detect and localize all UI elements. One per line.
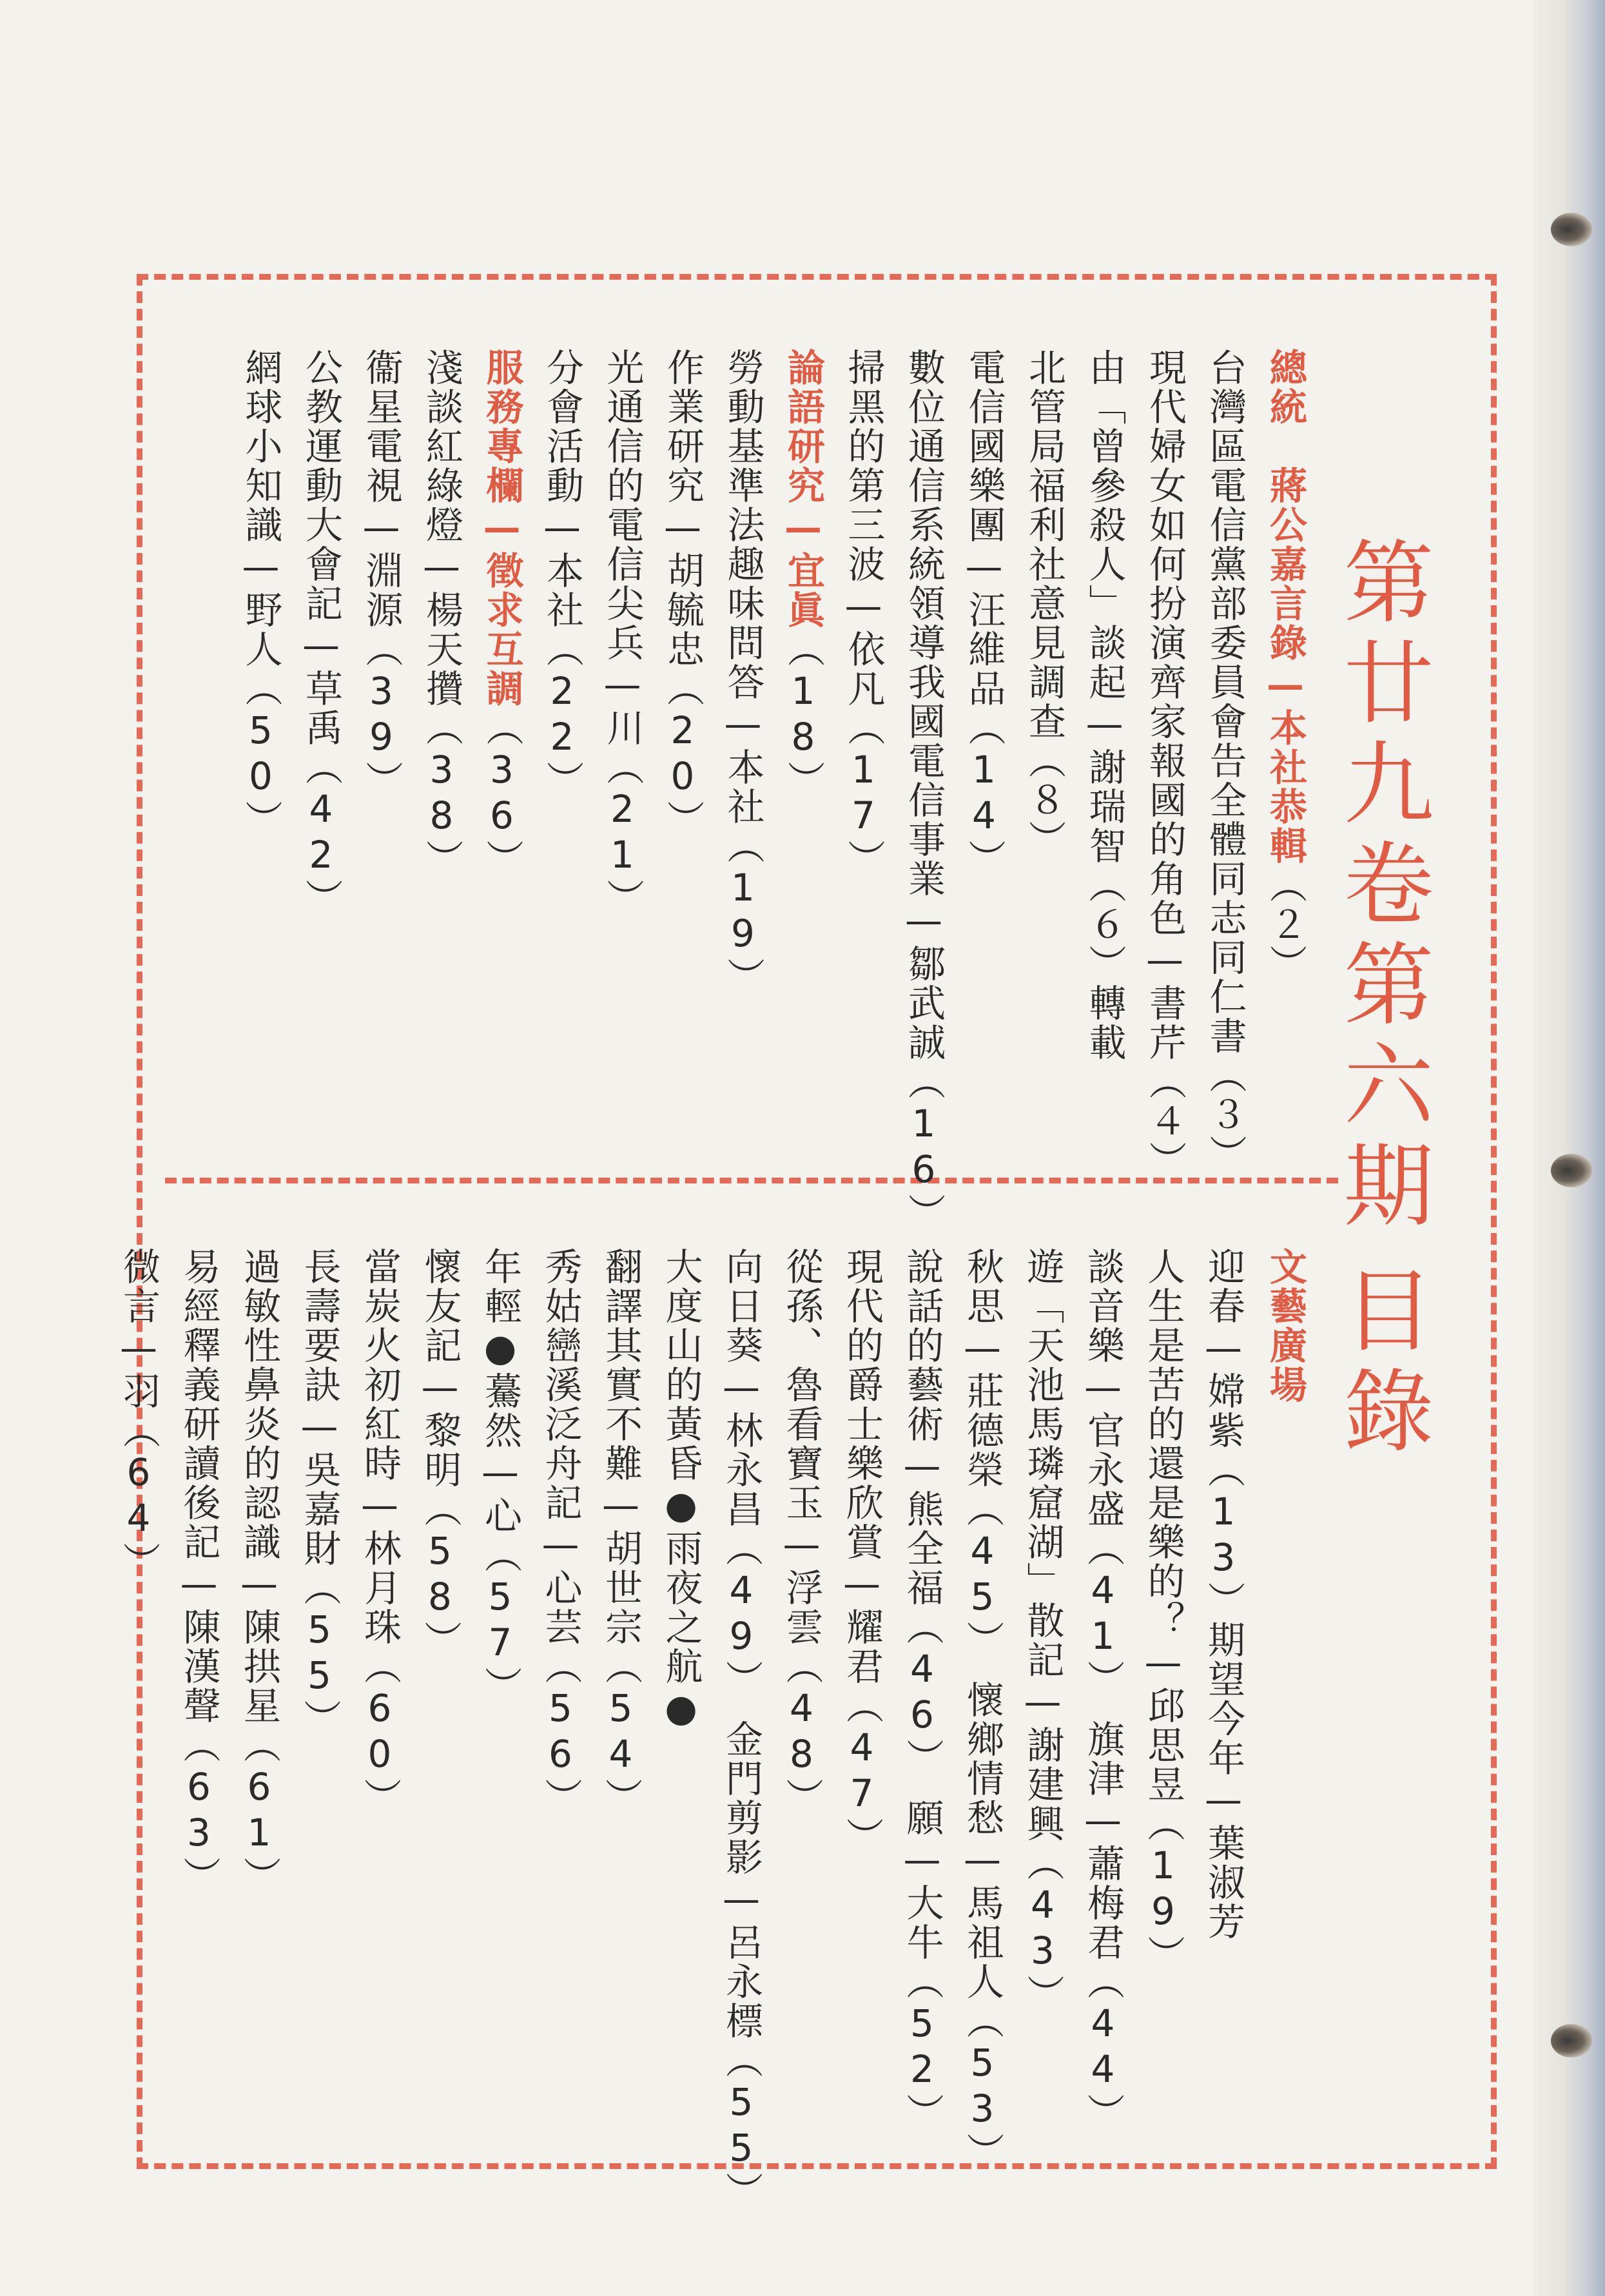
toc-entry: 易經釋義研讀後記—陳漢聲（63） — [177, 1247, 221, 1896]
toc-entry-text: 公教運動大會記—草禹（42） — [299, 348, 343, 918]
toc-entry-heading: 服務專欄—徵求互調 — [480, 348, 524, 708]
toc-entry: 年輕●驀然—心（57） — [478, 1247, 522, 1706]
toc-entry-text: （36） — [480, 708, 524, 879]
toc-entry-text: 網球小知識—野人（50） — [238, 348, 283, 839]
toc-entry-heading: 論語研究—宜眞 — [781, 348, 825, 630]
toc-entry-text: 由「曾參殺人」談起—謝瑞智（６）轉載 — [1082, 348, 1127, 1062]
section-heading-literary: 文藝廣場 — [1263, 1247, 1307, 1405]
toc-entry — [902, 348, 946, 1232]
toc-entry — [1263, 348, 1307, 984]
toc-entry: 大度山的黃昏●雨夜之航● — [659, 1247, 703, 1732]
toc-entry-text: 分會活動—本社（22） — [540, 348, 584, 800]
toc-entry — [239, 348, 283, 839]
toc-entry — [781, 348, 825, 800]
toc-entry: 遊「天池馬璘窟湖」散記—謝建興（43） — [1020, 1247, 1065, 2014]
toc-entry-text: 現代婦女如何扮演齊家報國的角色—書芹（４） — [1143, 348, 1187, 1180]
toc-entry-text: 北管局福利社意見調查（８） — [1022, 348, 1066, 859]
toc-entry — [721, 348, 765, 997]
toc-entry — [661, 348, 705, 839]
toc-entry: 懷友記—黎明（58） — [418, 1247, 462, 1660]
toc-entry-text: 台灣區電信黨部委員會告全體同志同仁書（３） — [1203, 348, 1247, 1174]
toc-entry: 說話的藝術—熊全福（46） 願—大牛（52） — [900, 1247, 944, 2132]
toc-entry — [601, 348, 645, 918]
toc-entry: 秀姑巒溪泛舟記—心芸（56） — [538, 1247, 583, 1817]
toc-entry: 微言—羽（64） — [117, 1247, 160, 1581]
contents-heading: 目錄 — [1328, 1263, 1434, 1464]
toc-entry — [480, 348, 524, 879]
toc-entry-heading: 總統 蔣公嘉言錄—本社恭輯 — [1263, 348, 1307, 866]
toc-entry — [1203, 348, 1247, 1174]
toc-entry — [1083, 348, 1127, 1062]
toc-entry: 秋思—莊德榮（45） 懷鄉情愁—馬祖人（53） — [960, 1247, 1004, 2172]
toc-entry — [420, 348, 463, 879]
toc-entry: 當炭火初紅時—林月珠（60） — [358, 1247, 402, 1817]
binding-hole-middle — [1551, 1154, 1592, 1187]
toc-entry: 從孫、魯看寶玉—浮雲（48） — [779, 1247, 824, 1817]
toc-entry: 人生是苦的還是樂的？—邱思昱（19） — [1141, 1247, 1185, 1974]
toc-entry — [360, 348, 404, 800]
toc-entry — [962, 348, 1006, 879]
toc-entry-text: 衞星電視—淵源（39） — [359, 348, 404, 800]
toc-entry — [1022, 348, 1066, 859]
toc-entry: 過敏性鼻炎的認識—陳拱星（61） — [237, 1247, 281, 1896]
toc-entry-text: 淺談紅綠燈—楊天攢（38） — [420, 348, 463, 879]
toc-entry-text: （２） — [1263, 866, 1307, 984]
binding-edge — [1534, 0, 1605, 2296]
toc-entry-text: （18） — [781, 630, 825, 800]
toc-entry: 向日葵—林永昌（49） 金門剪影—呂永標（55） — [719, 1247, 763, 2211]
toc-entry-text: 電信國樂團—汪維品（14） — [962, 348, 1006, 879]
toc-entry — [540, 348, 584, 800]
toc-entry: 長壽要訣—吳嘉財（55） — [297, 1247, 342, 1738]
binding-hole-bottom — [1551, 2024, 1592, 2058]
toc-entry: 談音樂—官永盛（41） 旗津—蕭梅君（44） — [1081, 1247, 1125, 2132]
toc-entry: 現代的爵士樂欣賞—耀君（47） — [840, 1247, 884, 1856]
toc-entry — [299, 348, 343, 918]
toc-entry-text: 數位通信系統領導我國電信事業—鄒武誠（16） — [902, 348, 946, 1232]
toc-entry: 翻譯其實不難—胡世宗（54） — [599, 1247, 643, 1817]
toc-entry-text: 掃黑的第三波—依凡（17） — [841, 348, 886, 879]
toc-entry-text: 作業研究—胡毓忠（20） — [661, 348, 705, 839]
toc-entry-text: 勞動基準法趣味問答—本社（19） — [721, 348, 765, 997]
binding-hole-top — [1551, 213, 1592, 246]
toc-entry — [1143, 348, 1187, 1180]
toc-entry: 迎春—嫦紫（13）期望今年—葉淑芳 — [1201, 1247, 1245, 1941]
toc-entry — [842, 348, 886, 879]
toc-entry-text: 光通信的電信尖兵—川（21） — [600, 348, 645, 918]
issue-title: 第廿九卷第六期 — [1328, 535, 1434, 1239]
